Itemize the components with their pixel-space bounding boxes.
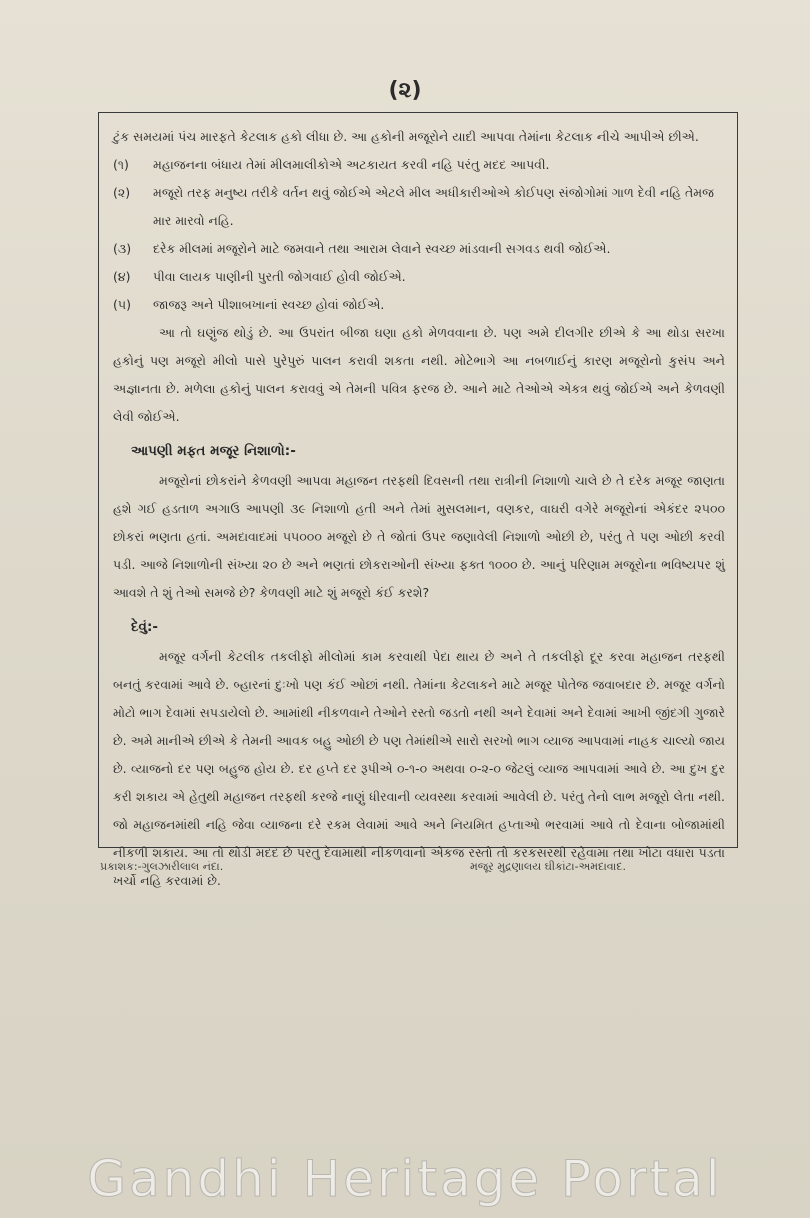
list-item-number: (૨) xyxy=(113,185,131,200)
list-item-text: પીવા લાયક પાણીની પુરતી જોગવાઈ હોવી જોઈએ. xyxy=(153,269,406,284)
list-item xyxy=(113,151,725,179)
rights-followup-paragraph: આ તો ઘણુંજ થોડું છે. આ ઉપરાંત બીજા ઘણા હકો મેળવવાના છે. પણ અમે દીલગીર છીએ કે આ થોડા સરખા હકોનું પણ મજૂરો મીલો પાસે પુરેપુરું પાલન કરાવી શકતા નથી. મોટેભાગે આ નબળાઈનું કારણ મજૂરોનો કુસંપ અને અજ્ઞાનતા છે. મળેલા હકોનું પાલન કરાવવું એ તેમની પવિત્ર ફરજ છે. આને માટે તેઓએ એકત્ર થવું જોઈએ અને કેળવણી લેવી જોઈએ. xyxy=(113,325,725,424)
printer-credit: મજૂર મુદ્રણાલય ઘીકાંટા-અમદાવાદ. xyxy=(470,860,626,873)
list-item xyxy=(113,179,725,235)
intro-paragraph: ટુંક સમયમાં પંચ મારફતે કેટલાક હકો લીધા છે. આ હકોની મજૂરોને યાદી આપવા તેમાંના કેટલાક નીચે આપીએ છીએ. xyxy=(113,129,699,144)
list-item xyxy=(113,291,725,319)
list-item-text: મજૂરો તરફ મનુષ્ય તરીકે વર્તન થવું જોઈએ એટલે મીલ અધીકારીઓએ કોઈપણ સંજોગોમાં ગાળ દેવી નહિ તેમજ માર મારવો નહિ. xyxy=(153,185,714,228)
list-item-text: દરેક મીલમાં મજૂરોને માટે જમવાને તથા આરામ લેવાને સ્વચ્છ માંડવાની સગવડ થવી જોઈએ. xyxy=(153,241,611,256)
debt-paragraph: મજૂર વર્ગની કેટલીક તકલીફો મીલોમાં કામ કરવાથી પેદા થાય છે અને તે તકલીફો દૂર કરવા મહાજન તરફથી બનતું કરવામાં આવે છે. બ્હારનાં દુઃખો પણ કંઈ ઓછાં નથી. તેમાંના કેટલાકને માટે મજૂર પોતેજ જવાબદાર છે. મજૂર વર્ગનો મોટો ભાગ દેવામાં સપડાયેલો છે. આમાંથી નીકળવાને તેઓને રસ્તો જડતો નથી અને દેવામાં અને દેવામાં આખી જીંદગી ગુજારે છે. અમે માનીએ છીએ કે તેમની આવક બહુ ઓછી છે પણ તેમાંથીએ સારો સરખો ભાગ વ્યાજ આપવામાં નાહક ચાલ્યો જાય છે. વ્યાજનો દર પણ બહુજ હોય છે. દર હપ્તે દર રૂપીએ ૦-૧-૦ અથવા ૦-૨-૦ જેટલું વ્યાજ આપવામાં આવે છે. આ દુખ દુર કરી શકાય એ હેતુથી મહાજન તરફથી કરજે નાણું ધીરવાની વ્યવસ્થા કરવામાં આવેલી છે. પરંતુ તેનો લાભ મજૂરો લેતા નથી. જો મહાજનમાંથી નહિ જેવા વ્યાજના દરે રકમ લેવામાં આવે અને નિયમિત હપ્તાઓ ભરવામાં આવે તો દેવાના બોજામાંથી નીકળી શકાય. આ તો થોડી મદદ છે પરંતુ દેવામાંથી નીકળવાનો એકજ રસ્તો તો કરકસરથી રહેવામાં તથા ખોટા વધારા પડતા ખર્ચો નહિ કરવામાં છે. xyxy=(113,649,725,888)
list-item-text: જાજરૂ અને પીશાબખાનાં સ્વચ્છ હોવાં જોઈએ. xyxy=(153,297,385,312)
debt-heading: દેવું:- xyxy=(131,619,158,635)
publisher-credit: પ્રકાશક:-ગુલઝારીલાલ નંદા. xyxy=(100,860,224,873)
schools-heading: આપણી મફત મજૂર નિશાળો:- xyxy=(131,443,296,459)
list-item-number: (૧) xyxy=(113,157,129,172)
list-item-number: (૩) xyxy=(113,241,132,256)
list-item xyxy=(113,263,725,291)
list-item-number: (૪) xyxy=(113,269,131,284)
rights-list xyxy=(113,151,725,319)
list-item-number: (૫) xyxy=(113,297,131,312)
watermark: Gandhi Heritage Portal xyxy=(87,1150,723,1208)
list-item xyxy=(113,235,725,263)
schools-paragraph: મજૂરોનાં છોકરાંને કેળવણી આપવા મહાજન તરફથી દિવસની તથા રાત્રીની નિશાળો ચાલે છે તે દરેક મજૂર જાણતા હશે ગઈ હડતાળ અગાઉ આપણી ૩૯ નિશાળો હતી અને તેમાં મુસલમાન, વણકર, વાઘરી વગેરે મજૂરોનાં એકંદર ૨૫૦૦ છોકરાં ભણતા હતાં. અમદાવાદમાં ૫૫૦૦૦ મજૂરો છે તે જોતાં ઉપર જણાવેલી નિશાળો ઓછી છે, પરંતુ તે પણ ઓછી કરવી પડી. આજે નિશાળોની સંખ્યા ૨૦ છે અને ભણતાં છોકરાઓની સંખ્યા ફક્ત ૧૦૦૦ છે. આનું પરિણામ મજૂરોના ભવિષ્યપર શું આવશે તે શું તેઓ સમજે છે? કેળવણી માટે શું મજૂરો કંઈ કરશે? xyxy=(113,473,725,600)
list-item-text: મહાજનના બંધાય તેમાં મીલમાલીકોએ અટકાયત કરવી નહિ પરંતુ મદદ આપવી. xyxy=(153,157,550,172)
page-number: (૨) xyxy=(388,78,422,103)
